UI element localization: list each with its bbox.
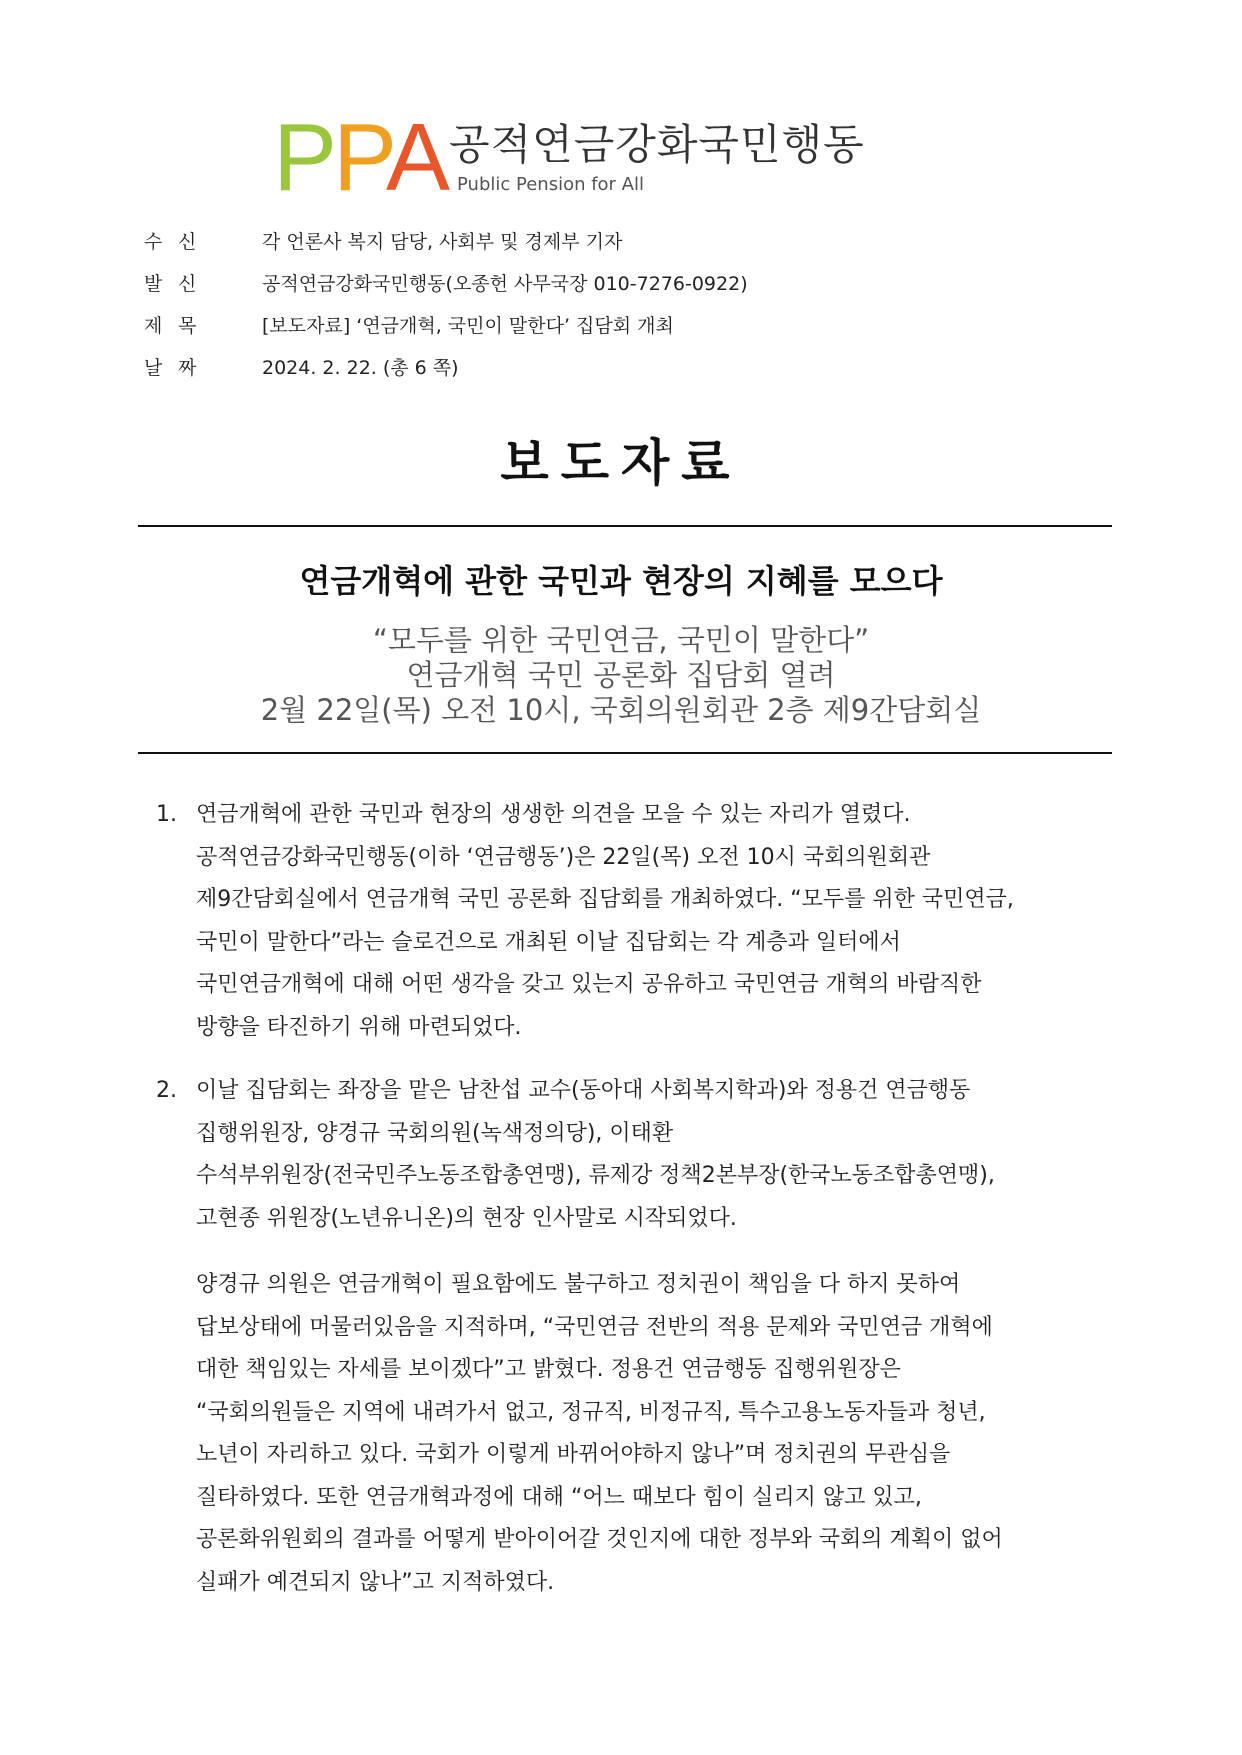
body-paragraph-2 <box>156 1070 1116 1240</box>
divider-top <box>138 525 1112 527</box>
paragraph-line: 실패가 예견되지 않나”고 지적하였다. <box>196 1569 555 1595</box>
paragraph-line: 질타하였다. 또한 연금개혁과정에 대해 “어느 때보다 힘이 실리지 않고 있고, <box>196 1484 922 1510</box>
divider-bottom <box>138 752 1112 754</box>
meta-row-subject <box>144 312 748 354</box>
meta-label: 제 목 <box>144 315 197 337</box>
paragraph-line: 대한 책임있는 자세를 보이겠다”고 밝혔다. 정용건 연금행동 집행위원장은 <box>196 1357 901 1382</box>
paragraph-line: 양경규 의원은 연금개혁이 필요함에도 불구하고 정치권이 책임을 다 하지 못하여 <box>196 1272 961 1297</box>
logo-mark-p1: P <box>273 104 334 211</box>
meta-label: 수 신 <box>144 231 197 253</box>
paragraph-number: 1. <box>156 802 177 827</box>
meta-row-date <box>144 354 748 396</box>
meta-label: 날 짜 <box>144 357 197 379</box>
paragraph-line: 공적연금강화국민행동(이하 ‘연금행동’)은 22일(목) 오전 10시 국회의원회관 <box>196 844 931 870</box>
document-meta <box>144 228 748 396</box>
paragraph-line: 국민이 말한다”라는 슬로건으로 개최된 이날 집담회는 각 계층과 일터에서 <box>196 929 901 955</box>
paragraph-line: 국민연금개혁에 대해 어떤 생각을 갖고 있는지 공유하고 국민연금 개혁의 바람직한 <box>196 972 982 997</box>
paragraph-line: 고현종 위원장(노년유니온)의 현장 인사말로 시작되었다. <box>196 1205 737 1231</box>
meta-value: 공적연금강화국민행동(오종헌 사무국장 010-7276-0922) <box>262 273 748 295</box>
meta-value: [보도자료] ‘연금개혁, 국민이 말한다’ 집담회 개최 <box>262 315 674 337</box>
meta-row-recipient <box>144 228 748 270</box>
paragraph-line: 제9간담회실에서 연금개혁 국민 공론화 집담회를 개최하였다. “모두를 위한 국민연금, <box>196 887 1014 912</box>
body-paragraph-3 <box>156 1264 1116 1604</box>
meta-value: 2024. 2. 22. (총 6 쪽) <box>262 357 459 379</box>
paragraph-line: 집행위원장, 양경규 국회의원(녹색정의당), 이태환 <box>196 1120 674 1146</box>
logo-mark-p2: P <box>333 104 386 211</box>
paragraph-line: 방향을 타진하기 위해 마련되었다. <box>196 1014 522 1040</box>
paragraph-line: 노년이 자리하고 있다. 국회가 이렇게 바뀌어야하지 않나”며 정치권의 무관심을 <box>196 1442 951 1467</box>
press-release-title: 보도자료 <box>500 434 742 492</box>
subheadline: 연금개혁 국민 공론화 집담회 열려 <box>406 658 836 692</box>
logo-mark <box>273 104 446 211</box>
paragraph-line: “국회의원들은 지역에 내려가서 없고, 정규직, 비정규직, 특수고용노동자들과 청년, <box>196 1399 986 1425</box>
organization-name: 공적연금강화국민행동 <box>449 120 865 169</box>
body-paragraph-1 <box>156 794 1116 1049</box>
organization-logo <box>273 104 893 211</box>
headline: 연금개혁에 관한 국민과 현장의 지혜를 모으다 <box>299 562 943 600</box>
meta-row-sender <box>144 270 748 312</box>
subheadline: 2월 22일(목) 오전 10시, 국회의원회관 2층 제9간담회실 <box>260 693 982 727</box>
paragraph-line: 답보상태에 머물러있음을 지적하며, “국민연금 전반의 적용 문제와 국민연금 개혁에 <box>196 1314 993 1340</box>
paragraph-number: 2. <box>156 1078 177 1103</box>
logo-mark-a: A <box>385 104 446 211</box>
meta-value: 각 언론사 복지 담당, 사회부 및 경제부 기자 <box>262 231 623 253</box>
meta-label: 발 신 <box>144 273 197 295</box>
paragraph-line: 수석부위원장(전국민주노동조합총연맹), 류제강 정책2본부장(한국노동조합총연맹), <box>196 1163 995 1188</box>
paragraph-line: 공론화위원회의 결과를 어떻게 받아이어갈 것인지에 대한 정부와 국회의 계획이 없어 <box>196 1527 1003 1552</box>
organization-subtitle: Public Pension for All <box>457 174 644 195</box>
paragraph-line: 이날 집담회는 좌장을 맡은 남찬섭 교수(동아대 사회복지학과)와 정용건 연금행동 <box>196 1078 971 1103</box>
paragraph-line: 연금개혁에 관한 국민과 현장의 생생한 의견을 모을 수 있는 자리가 열렸다. <box>196 802 911 827</box>
subheadline: “모두를 위한 국민연금, 국민이 말한다” <box>372 623 870 657</box>
